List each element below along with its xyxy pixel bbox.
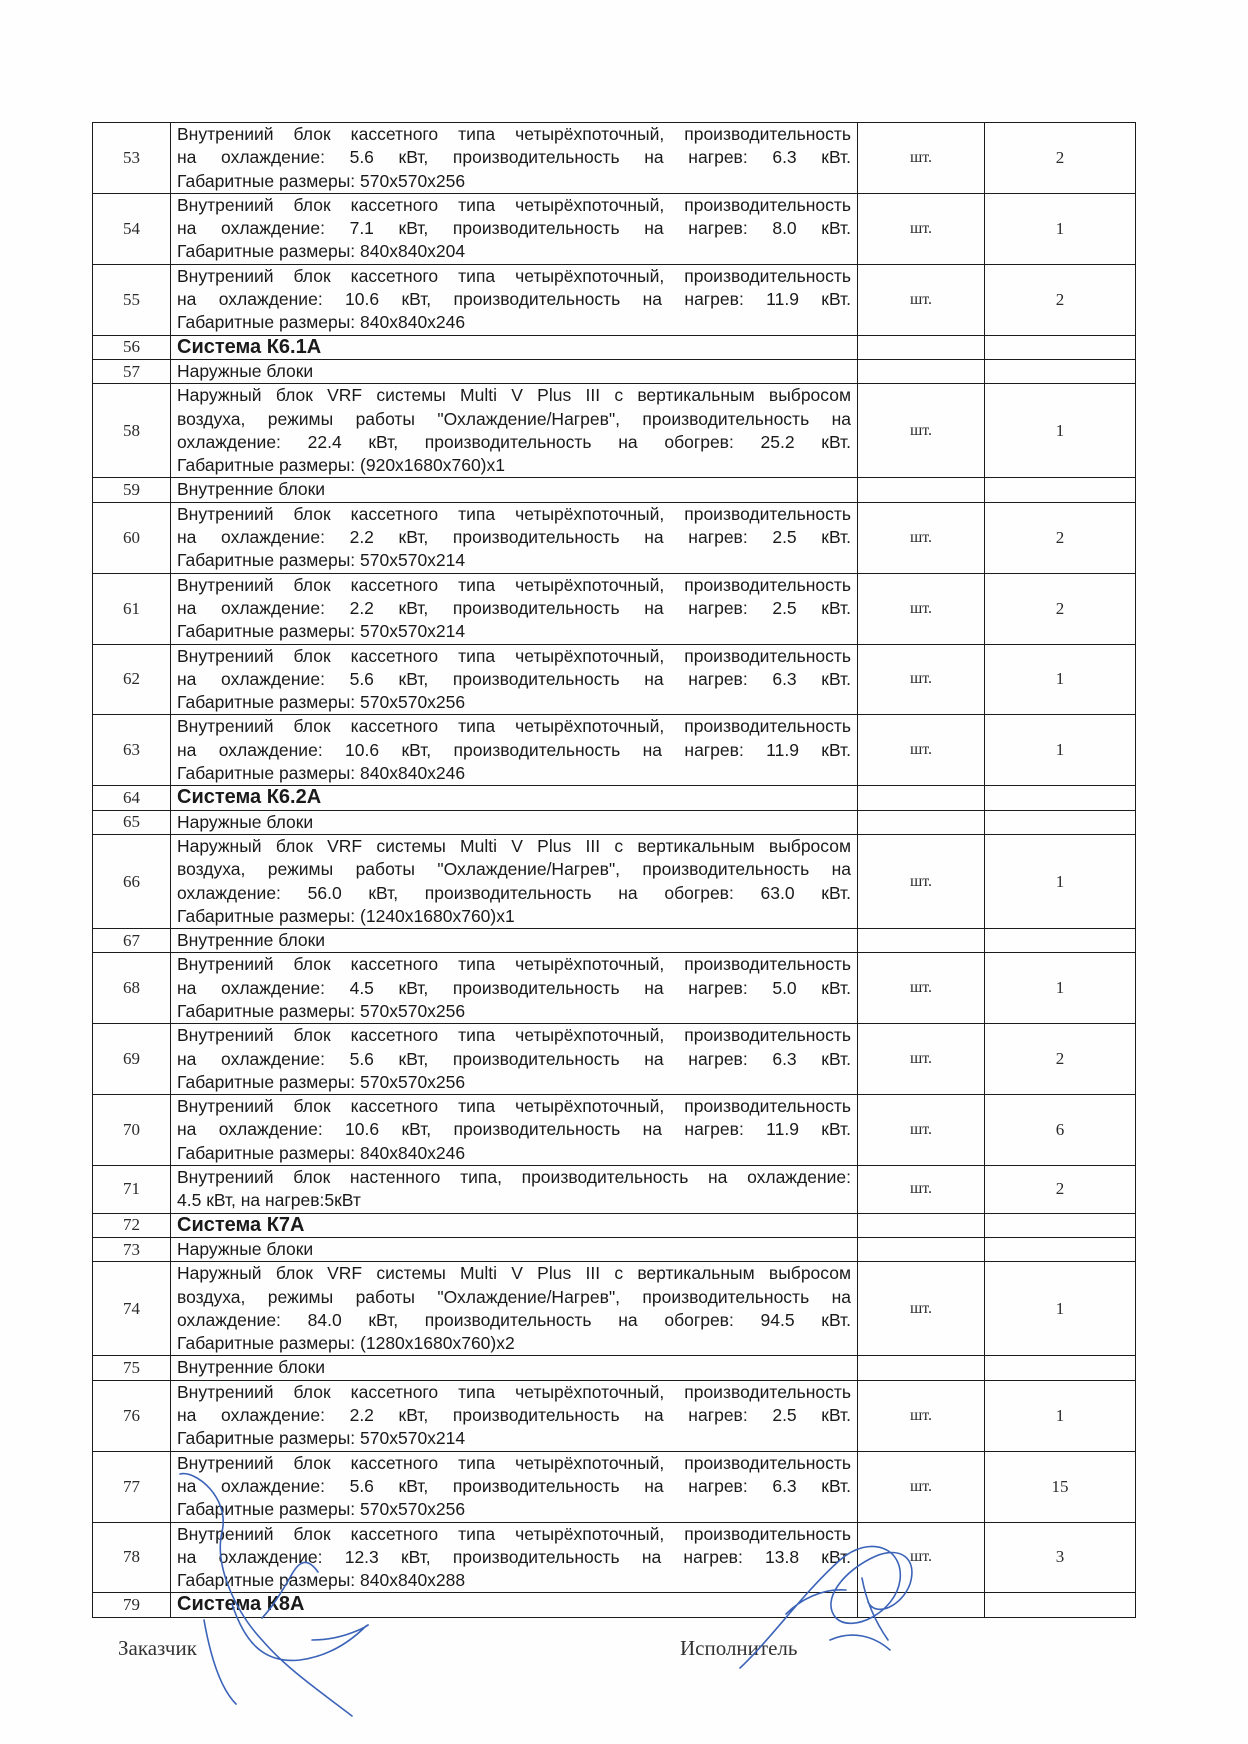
description-line: Внутренние блоки	[177, 1357, 326, 1378]
specification-table-body	[93, 123, 1136, 1618]
item-description	[171, 834, 858, 928]
item-description	[171, 384, 858, 478]
unit-cell: шт.	[858, 1024, 985, 1095]
description-line: на охлаждение: 2.2 кВт, производительность на нагрев: 2.5 кВт.	[177, 1405, 851, 1426]
unit-cell	[858, 810, 985, 834]
quantity-cell	[985, 478, 1136, 502]
description-line: Габаритные размеры: 840x840x288	[177, 1570, 466, 1591]
specification-table	[92, 122, 1136, 1618]
table-row	[93, 1522, 1136, 1593]
description-line: Наружный блок VRF системы Multi V Plus III с вертикальным выбросом	[177, 1263, 851, 1284]
quantity-cell: 1	[985, 715, 1136, 786]
description-line: на охлаждение: 10.6 кВт, производительность на нагрев: 11.9 кВт.	[177, 289, 851, 310]
unit-cell: шт.	[858, 123, 985, 194]
description-line: Внутрениий блок кассетного типа четырёхпоточный, производительность	[177, 645, 851, 666]
description-line: Система К6.1А	[177, 335, 322, 358]
description-line: на охлаждение: 5.6 кВт, производительность на нагрев: 6.3 кВт.	[177, 1475, 851, 1496]
description-line: Габаритные размеры: 840x840x246	[177, 312, 466, 333]
description-line: Наружные блоки	[177, 811, 314, 832]
quantity-cell	[985, 1213, 1136, 1237]
description-line: Внутрениий блок кассетного типа четырёхпоточный, производительность	[177, 1096, 851, 1117]
row-number: 73	[93, 1237, 171, 1261]
unit-cell: шт.	[858, 264, 985, 335]
description-line: Внутрениий блок кассетного типа четырёхпоточный, производительность	[177, 1452, 851, 1473]
description-line: на охлаждение: 5.6 кВт, производительность на нагрев: 6.3 кВт.	[177, 147, 851, 168]
quantity-cell: 2	[985, 573, 1136, 644]
unit-cell	[858, 1213, 985, 1237]
system-title	[171, 335, 858, 359]
system-header-row	[93, 1213, 1136, 1237]
row-number: 55	[93, 264, 171, 335]
unit-cell: шт.	[858, 1262, 985, 1356]
row-number: 59	[93, 478, 171, 502]
item-description	[171, 502, 858, 573]
description-line: Внутрениий блок кассетного типа четырёхпоточный, производительность	[177, 124, 851, 144]
unit-cell: шт.	[858, 1451, 985, 1522]
group-header-row	[93, 810, 1136, 834]
row-number: 67	[93, 929, 171, 953]
unit-cell	[858, 929, 985, 953]
table-row	[93, 1095, 1136, 1166]
table-row	[93, 1380, 1136, 1451]
item-description	[171, 123, 858, 194]
system-title	[171, 1593, 858, 1617]
description-line: Внутрениий блок настенного типа, производительность на охлаждение:	[177, 1167, 851, 1188]
item-description	[171, 1262, 858, 1356]
unit-cell	[858, 335, 985, 359]
description-line: Габаритные размеры: 570x570x214	[177, 621, 466, 642]
description-line: Габаритные размеры: (1240x1680x760)x1	[177, 905, 515, 926]
description-line: Внутрениий блок кассетного типа четырёхпоточный, производительность	[177, 503, 851, 524]
row-number: 57	[93, 359, 171, 383]
unit-cell: шт.	[858, 573, 985, 644]
quantity-cell: 2	[985, 264, 1136, 335]
table-row	[93, 953, 1136, 1024]
description-line: Габаритные размеры: 570x570x214	[177, 1428, 466, 1449]
description-line: на охлаждение: 10.6 кВт, производительность на нагрев: 11.9 кВт.	[177, 739, 851, 760]
quantity-cell: 2	[985, 1024, 1136, 1095]
description-line: Габаритные размеры: 840x840x204	[177, 241, 466, 262]
customer-label: Заказчик	[118, 1636, 197, 1660]
item-description	[171, 1095, 858, 1166]
unit-cell: шт.	[858, 1522, 985, 1593]
description-line: на охлаждение: 7.1 кВт, производительность на нагрев: 8.0 кВт.	[177, 218, 851, 239]
group-title	[171, 478, 858, 502]
description-line: Внутрениий блок кассетного типа четырёхпоточный, производительность	[177, 1025, 851, 1046]
table-row	[93, 573, 1136, 644]
table-row	[93, 384, 1136, 478]
quantity-cell	[985, 359, 1136, 383]
description-line: на охлаждение: 5.6 кВт, производительность на нагрев: 6.3 кВт.	[177, 668, 851, 689]
table-row	[93, 644, 1136, 715]
quantity-cell: 1	[985, 384, 1136, 478]
description-line: Внутрениий блок кассетного типа четырёхпоточный, производительность	[177, 1381, 851, 1402]
quantity-cell: 1	[985, 644, 1136, 715]
table-row	[93, 264, 1136, 335]
description-line: Внутрениий блок кассетного типа четырёхпоточный, производительность	[177, 194, 851, 215]
row-number: 78	[93, 1522, 171, 1593]
item-description	[171, 953, 858, 1024]
quantity-cell: 2	[985, 502, 1136, 573]
group-title	[171, 1356, 858, 1380]
group-header-row	[93, 1356, 1136, 1380]
row-number: 72	[93, 1213, 171, 1237]
row-number: 77	[93, 1451, 171, 1522]
table-row	[93, 1262, 1136, 1356]
row-number: 64	[93, 786, 171, 810]
unit-cell	[858, 359, 985, 383]
unit-cell	[858, 786, 985, 810]
row-number: 60	[93, 502, 171, 573]
row-number: 71	[93, 1166, 171, 1214]
unit-cell: шт.	[858, 193, 985, 264]
table-row	[93, 834, 1136, 928]
unit-cell: шт.	[858, 384, 985, 478]
group-title	[171, 1237, 858, 1261]
quantity-cell	[985, 1356, 1136, 1380]
quantity-cell	[985, 929, 1136, 953]
quantity-cell: 1	[985, 953, 1136, 1024]
description-line: Габаритные размеры: 570x570x256	[177, 1071, 466, 1092]
description-line: Габаритные размеры: 570x570x214	[177, 550, 466, 571]
description-line: охлаждение: 56.0 кВт, производительность на обогрев: 63.0 кВт.	[177, 882, 851, 903]
description-line: Внутрениий блок кассетного типа четырёхпоточный, производительность	[177, 954, 851, 975]
description-line: Габаритные размеры: 840x840x246	[177, 763, 466, 784]
description-line: Внутрениий блок кассетного типа четырёхпоточный, производительность	[177, 1523, 851, 1544]
description-line: Габаритные размеры: 570x570x256	[177, 692, 466, 713]
quantity-cell	[985, 335, 1136, 359]
row-number: 65	[93, 810, 171, 834]
row-number: 69	[93, 1024, 171, 1095]
row-number: 79	[93, 1593, 171, 1617]
group-header-row	[93, 359, 1136, 383]
quantity-cell: 1	[985, 193, 1136, 264]
quantity-cell: 15	[985, 1451, 1136, 1522]
unit-cell	[858, 1593, 985, 1617]
table-row	[93, 193, 1136, 264]
quantity-cell	[985, 810, 1136, 834]
description-line: Внутренние блоки	[177, 930, 326, 951]
group-title	[171, 359, 858, 383]
quantity-cell: 6	[985, 1095, 1136, 1166]
item-description	[171, 1380, 858, 1451]
description-line: Наружные блоки	[177, 1238, 314, 1259]
unit-cell: шт.	[858, 953, 985, 1024]
row-number: 68	[93, 953, 171, 1024]
item-description	[171, 573, 858, 644]
row-number: 61	[93, 573, 171, 644]
description-line: на охлаждение: 5.6 кВт, производительность на нагрев: 6.3 кВт.	[177, 1048, 851, 1069]
row-number: 53	[93, 123, 171, 194]
quantity-cell: 2	[985, 123, 1136, 194]
quantity-cell: 1	[985, 1380, 1136, 1451]
description-line: на охлаждение: 4.5 кВт, производительность на нагрев: 5.0 кВт.	[177, 977, 851, 998]
description-line: воздуха, режимы работы "Охлаждение/Нагрев", производительность на	[177, 408, 851, 429]
description-line: Внутрениий блок кассетного типа четырёхпоточный, производительность	[177, 716, 851, 737]
system-title	[171, 786, 858, 810]
unit-cell: шт.	[858, 1380, 985, 1451]
description-line: на охлаждение: 2.2 кВт, производительность на нагрев: 2.5 кВт.	[177, 527, 851, 548]
quantity-cell	[985, 786, 1136, 810]
group-header-row	[93, 1237, 1136, 1261]
table-row	[93, 1024, 1136, 1095]
item-description	[171, 1166, 858, 1214]
quantity-cell: 2	[985, 1166, 1136, 1214]
row-number: 75	[93, 1356, 171, 1380]
row-number: 58	[93, 384, 171, 478]
description-line: воздуха, режимы работы "Охлаждение/Нагрев", производительность на	[177, 1286, 851, 1307]
item-description	[171, 644, 858, 715]
description-line: Габаритные размеры: (1280x1680x760)x2	[177, 1333, 515, 1354]
item-description	[171, 715, 858, 786]
unit-cell	[858, 1356, 985, 1380]
item-description	[171, 193, 858, 264]
table-row	[93, 1166, 1136, 1214]
system-header-row	[93, 786, 1136, 810]
description-line: на охлаждение: 2.2 кВт, производительность на нагрев: 2.5 кВт.	[177, 597, 851, 618]
description-line: Внутренние блоки	[177, 479, 326, 500]
item-description	[171, 1024, 858, 1095]
item-description	[171, 1522, 858, 1593]
description-line: охлаждение: 84.0 кВт, производительность на обогрев: 94.5 кВт.	[177, 1309, 851, 1330]
row-number: 74	[93, 1262, 171, 1356]
unit-cell: шт.	[858, 715, 985, 786]
description-line: 4.5 кВт, на нагрев:5кВт	[177, 1190, 361, 1211]
unit-cell: шт.	[858, 1166, 985, 1214]
description-line: Система К8А	[177, 1593, 305, 1616]
unit-cell	[858, 1237, 985, 1261]
quantity-cell: 1	[985, 1262, 1136, 1356]
quantity-cell: 1	[985, 834, 1136, 928]
row-number: 70	[93, 1095, 171, 1166]
description-line: Габаритные размеры: (920x1680x760)x1	[177, 455, 505, 476]
row-number: 76	[93, 1380, 171, 1451]
row-number: 63	[93, 715, 171, 786]
description-line: Габаритные размеры: 570x570x256	[177, 1499, 466, 1520]
contractor-label: Исполнитель	[680, 1636, 798, 1660]
system-header-row	[93, 335, 1136, 359]
unit-cell: шт.	[858, 644, 985, 715]
table-row	[93, 123, 1136, 194]
unit-cell: шт.	[858, 1095, 985, 1166]
description-line: Наружный блок VRF системы Multi V Plus III с вертикальным выбросом	[177, 835, 851, 856]
group-header-row	[93, 929, 1136, 953]
item-description	[171, 1451, 858, 1522]
row-number: 56	[93, 335, 171, 359]
unit-cell: шт.	[858, 502, 985, 573]
description-line: на охлаждение: 10.6 кВт, производительность на нагрев: 11.9 кВт.	[177, 1119, 851, 1140]
description-line: Внутрениий блок кассетного типа четырёхпоточный, производительность	[177, 574, 851, 595]
table-row	[93, 715, 1136, 786]
group-title	[171, 810, 858, 834]
quantity-cell: 3	[985, 1522, 1136, 1593]
description-line: Габаритные размеры: 570x570x256	[177, 1000, 466, 1021]
description-line: Наружные блоки	[177, 360, 314, 381]
description-line: Габаритные размеры: 840x840x246	[177, 1142, 466, 1163]
table-row	[93, 502, 1136, 573]
unit-cell	[858, 478, 985, 502]
description-line: на охлаждение: 12.3 кВт, производительность на нагрев: 13.8 кВт.	[177, 1546, 851, 1567]
system-header-row	[93, 1593, 1136, 1617]
table-row	[93, 1451, 1136, 1522]
description-line: Габаритные размеры: 570x570x256	[177, 170, 466, 191]
system-title	[171, 1213, 858, 1237]
description-line: Внутрениий блок кассетного типа четырёхпоточный, производительность	[177, 265, 851, 286]
row-number: 54	[93, 193, 171, 264]
description-line: Наружный блок VRF системы Multi V Plus III с вертикальным выбросом	[177, 385, 851, 406]
description-line: Система К6.2А	[177, 786, 322, 809]
quantity-cell	[985, 1237, 1136, 1261]
group-header-row	[93, 478, 1136, 502]
item-description	[171, 264, 858, 335]
description-line: Система К7А	[177, 1213, 305, 1236]
group-title	[171, 929, 858, 953]
row-number: 66	[93, 834, 171, 928]
description-line: воздуха, режимы работы "Охлаждение/Нагрев", производительность на	[177, 859, 851, 880]
unit-cell: шт.	[858, 834, 985, 928]
row-number: 62	[93, 644, 171, 715]
quantity-cell	[985, 1593, 1136, 1617]
description-line: охлаждение: 22.4 кВт, производительность на обогрев: 25.2 кВт.	[177, 431, 851, 452]
